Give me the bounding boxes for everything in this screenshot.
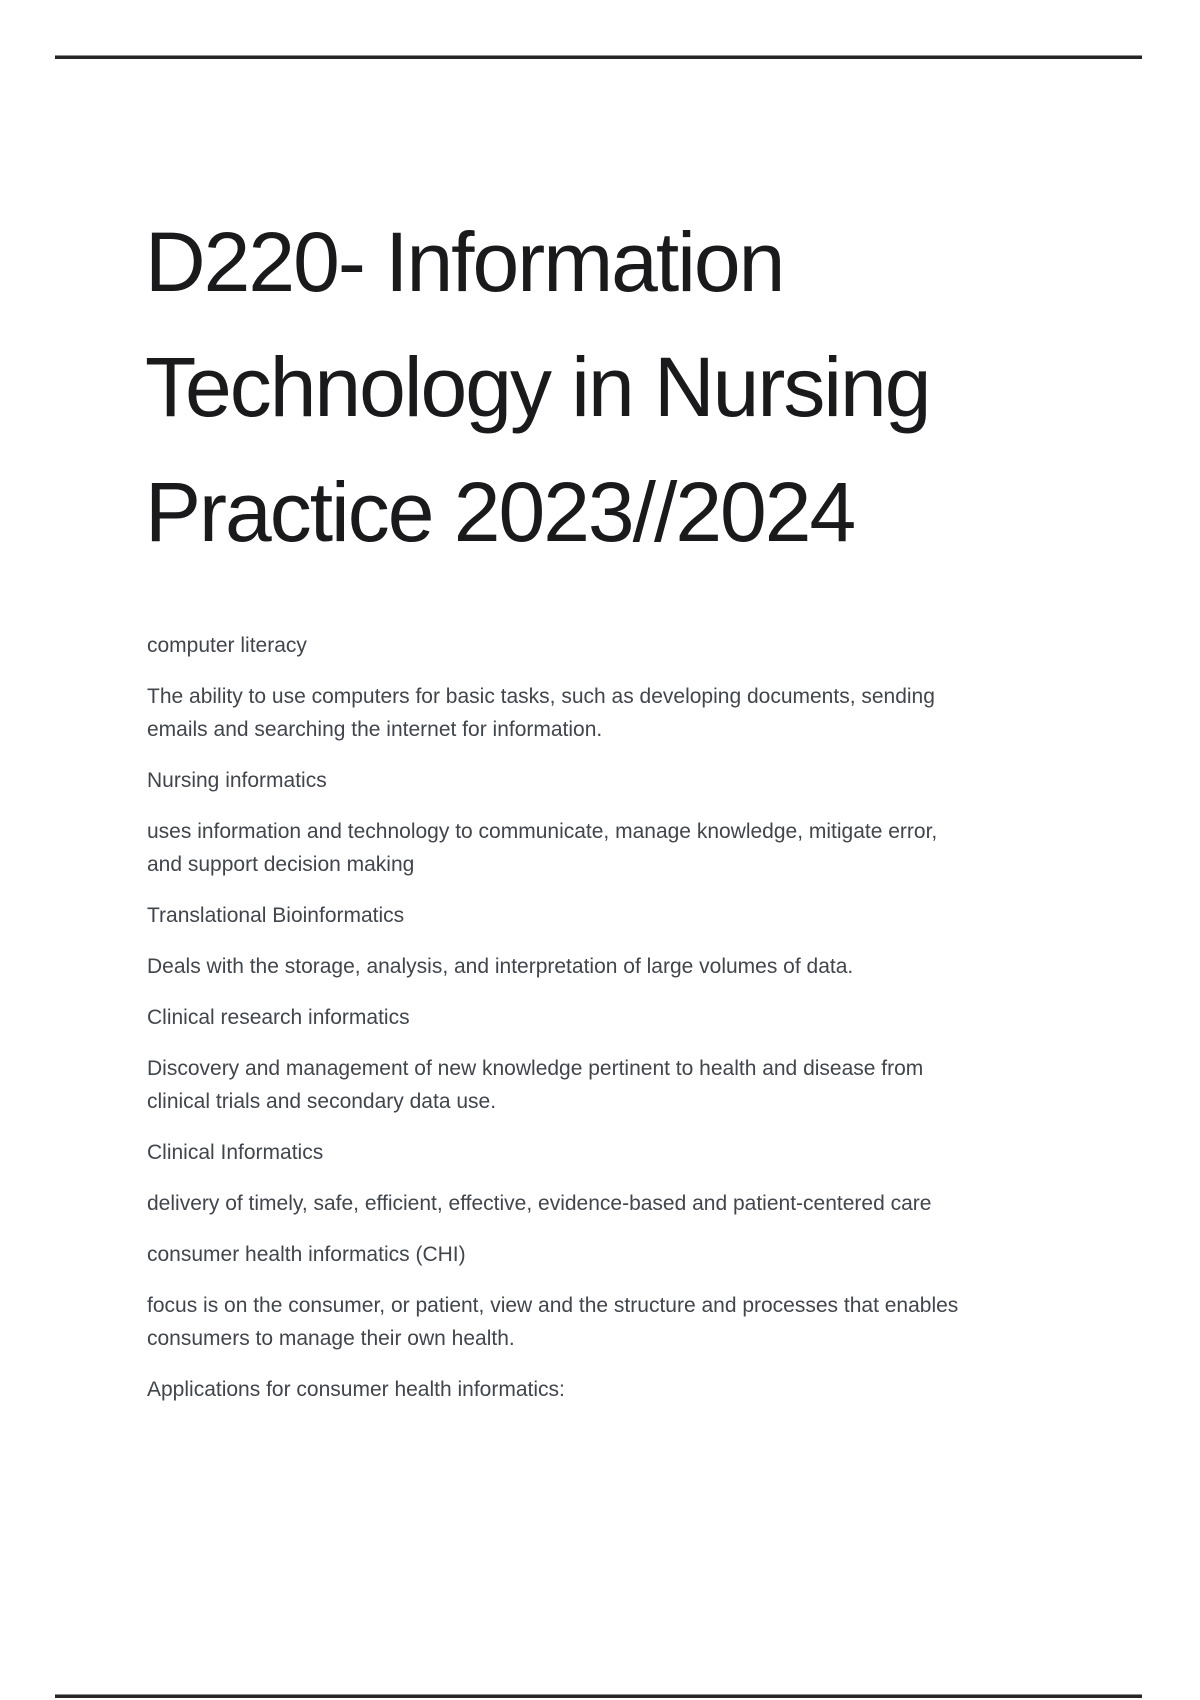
definition-line: clinical trials and secondary data use. [147,1090,497,1113]
bottom-rule [55,1694,1142,1698]
definition-line: focus is on the consumer, or patient, view and the structure and processes that enables [147,1294,959,1317]
definition-text [147,1289,1087,1355]
definition-line: and support decision making [147,853,415,876]
term-text: Translational Bioinformatics [147,904,405,927]
term-text: Clinical research informatics [147,1006,410,1029]
term-text: consumer health informatics (CHI) [147,1243,466,1266]
definition-text [147,1187,1087,1220]
definition-line: uses information and technology to communicate, manage knowledge, mitigate error, [147,820,938,843]
definition-text [147,680,1087,746]
term-text: Nursing informatics [147,769,327,792]
definition-line: The ability to use computers for basic tasks, such as developing documents, sending [147,685,935,708]
term-text: Clinical Informatics [147,1141,324,1164]
title-line-3: Practice 2023//2024 [145,465,855,559]
term-text: Applications for consumer health informatics: [147,1378,565,1401]
definition-line: Deals with the storage, analysis, and interpretation of large volumes of data. [147,955,854,978]
definition-line: emails and searching the internet for information. [147,718,603,741]
term-text: computer literacy [147,634,307,657]
definition-line: Discovery and management of new knowledge pertinent to health and disease from [147,1057,924,1080]
definition-line: delivery of timely, safe, efficient, effective, evidence-based and patient-centered care [147,1192,932,1215]
definition-text [147,950,1087,983]
definition-line: consumers to manage their own health. [147,1327,515,1350]
definitions-list [147,629,1087,1424]
title-line-1: D220- Information [145,215,784,309]
title-line-2: Technology in Nursing [145,340,930,434]
definition-text [147,815,1087,881]
document-title [145,200,929,575]
top-rule [55,55,1142,59]
definition-text [147,1052,1087,1118]
